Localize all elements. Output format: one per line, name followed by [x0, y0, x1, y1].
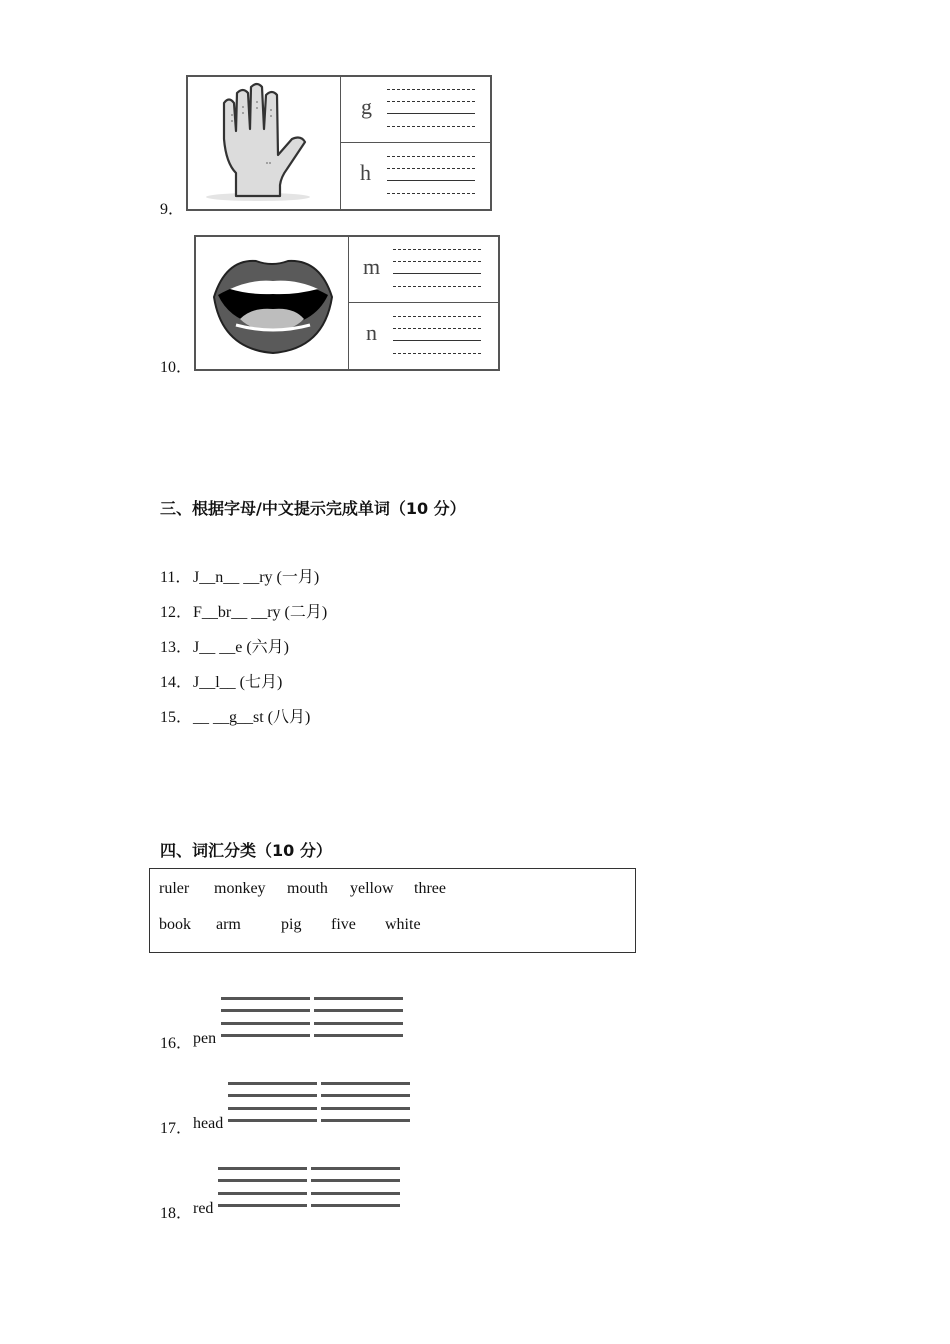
writing-lines[interactable]	[387, 156, 475, 196]
question-word: red	[193, 1200, 214, 1217]
mouth-icon	[196, 237, 349, 369]
question-number: 9．	[160, 201, 185, 218]
answer-lines[interactable]	[228, 1082, 410, 1124]
word-bank-word: three	[414, 880, 446, 897]
question-number: 12．	[160, 604, 193, 621]
question-text: __ __g__st (八月)	[193, 709, 311, 726]
question-text: J__l__ (七月)	[193, 674, 283, 691]
picture-card-hand	[186, 75, 492, 211]
word-bank-word: arm	[216, 916, 241, 933]
hand-icon	[188, 77, 341, 209]
word-bank-word: pig	[281, 916, 302, 933]
word-bank-word: book	[159, 916, 191, 933]
section-title: 三、根据字母/中文提示完成单词（10 分）	[160, 499, 466, 518]
word-bank-word: mouth	[287, 880, 328, 897]
answer-lines[interactable]	[221, 997, 403, 1039]
word-bank-word: white	[385, 916, 421, 933]
question-text: J__ __e (六月)	[193, 639, 289, 656]
question-number: 11．	[160, 569, 192, 586]
word-bank-word: five	[331, 916, 356, 933]
question-number: 13．	[160, 639, 193, 656]
question-text: J__n__ __ry (一月)	[193, 569, 320, 586]
question-text: F__br__ __ry (二月)	[193, 604, 328, 621]
word-bank-word: ruler	[159, 880, 190, 897]
question-number: 10．	[160, 359, 193, 376]
question-number: 14．	[160, 674, 193, 691]
word-bank	[149, 868, 636, 953]
question-number: 15．	[160, 709, 193, 726]
question-number: 17．	[160, 1120, 193, 1137]
question-word: pen	[193, 1030, 217, 1047]
picture-card-mouth	[194, 235, 500, 371]
letter-label: h	[360, 160, 371, 185]
question-number: 16．	[160, 1035, 193, 1052]
section-title: 四、词汇分类（10 分）	[160, 841, 332, 860]
question-word: head	[193, 1115, 224, 1132]
letter-label: m	[363, 254, 381, 279]
writing-lines[interactable]	[393, 249, 481, 289]
writing-lines[interactable]	[387, 89, 475, 129]
word-bank-word: monkey	[214, 880, 266, 897]
answer-lines[interactable]	[218, 1167, 400, 1209]
letter-label: n	[366, 320, 377, 345]
question-number: 18．	[160, 1205, 193, 1222]
letter-label: g	[361, 94, 372, 119]
word-bank-word: yellow	[350, 880, 394, 897]
writing-lines[interactable]	[393, 316, 481, 356]
